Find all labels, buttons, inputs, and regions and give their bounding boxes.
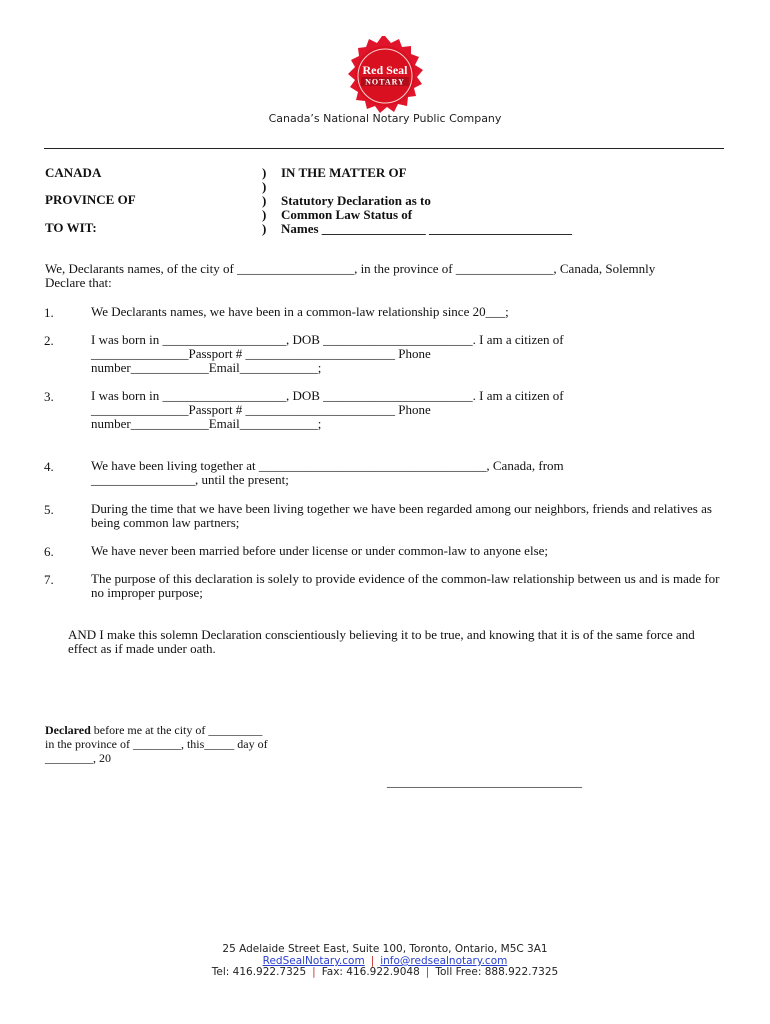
header-divider [44, 148, 724, 149]
caption-paren: ) [262, 165, 267, 180]
matter-title-line2: Common Law Status of [281, 207, 413, 222]
caption-province: PROVINCE OF [45, 192, 136, 207]
caption-paren: ) [262, 207, 267, 222]
caption-paren: ) [262, 193, 267, 208]
matter-names: Names ________________ ______________________ [281, 221, 573, 236]
intro-paragraph: We, Declarants names, of the city of __________________, in the province of _______________, Canada, Solemnly Declare that: [45, 261, 656, 290]
item-text: I was born in ___________________, DOB _______________________. I am a citizen of _______________Passport # _______________________ Phone number____________Email____________; [91, 388, 564, 431]
item-text: We have never been married before under license or under common-law to anyone else; [91, 543, 549, 558]
company-tagline: Canada’s National Notary Public Company [268, 112, 502, 125]
item-number: 3. [44, 389, 54, 404]
footer-contacts [0, 966, 770, 978]
website-link[interactable]: RedSealNotary.com [262, 955, 365, 967]
footer-fax: Fax: 416.922.9048 [321, 966, 420, 978]
footer-tollfree: Toll Free: 888.922.7325 [435, 966, 559, 978]
caption-to-wit: TO WIT: [45, 220, 97, 235]
item-number: 2. [44, 333, 54, 348]
caption-canada: CANADA [45, 165, 102, 180]
footer-separator: | [370, 955, 375, 967]
item-text: I was born in ___________________, DOB _______________________. I am a citizen of _______________Passport # _______________________ Phone number____________Email____________; [91, 332, 564, 375]
footer-tel: Tel: 416.922.7325 [211, 966, 307, 978]
footer-separator: | [425, 966, 430, 978]
item-text: We have been living together at ___________________________________, Canada, from ________________, until the present; [91, 458, 564, 487]
red-seal-notary-logo [337, 34, 433, 118]
item-number: 6. [44, 544, 54, 559]
email-link[interactable]: info@redsealnotary.com [380, 955, 508, 967]
caption-paren: ) [262, 221, 267, 236]
logo-line1: Red Seal [362, 63, 408, 77]
footer-address: 25 Adelaide Street East, Suite 100, Toronto, Ontario, M5C 3A1 [222, 943, 548, 955]
closing-paragraph: AND I make this solemn Declaration conscientiously believing it to be true, and knowing that it is of the same force and effect as if made under oath. [68, 627, 695, 656]
declared-line1: before me at the city of _________ [90, 723, 263, 737]
signature-line: ______________________________ [387, 774, 582, 789]
item-number: 7. [44, 572, 54, 587]
logo-line2: NOTARY [365, 77, 405, 87]
item-number: 5. [44, 502, 54, 517]
declared-block [45, 723, 345, 765]
declared-label: Declared [45, 723, 91, 737]
item-text: During the time that we have been living together we have been regarded among our neighbors, friends and relatives as being common law partners; [91, 501, 712, 530]
footer-separator: | [312, 966, 316, 978]
declared-line2: in the province of ________, this_____ day of [45, 737, 268, 751]
matter-title-line1: Statutory Declaration as to [281, 193, 431, 208]
item-number: 4. [44, 459, 54, 474]
declared-line3: ________, 20 [45, 751, 111, 765]
item-text: The purpose of this declaration is solely to provide evidence of the common-law relationship between us and is made for no improper purpose; [91, 571, 720, 600]
item-text: We Declarants names, we have been in a common-law relationship since 20___; [91, 304, 509, 319]
matter-heading: IN THE MATTER OF [281, 165, 407, 180]
item-number: 1. [44, 305, 54, 320]
caption-paren: ) [262, 179, 267, 194]
